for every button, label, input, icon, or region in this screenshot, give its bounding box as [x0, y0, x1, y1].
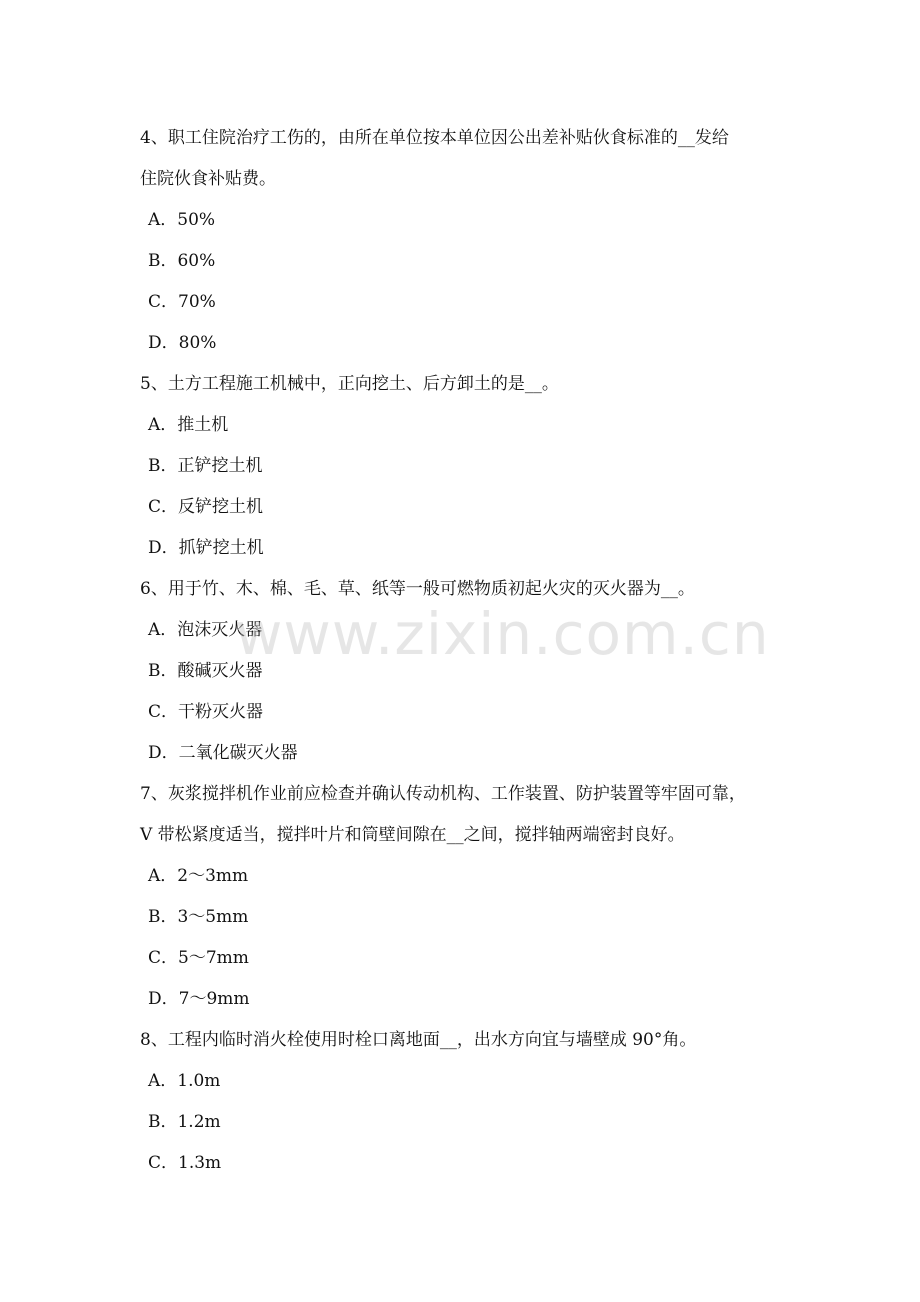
question-6 — [140, 569, 800, 774]
option-d: D．二氧化碳灭火器 — [148, 743, 298, 763]
option-b: B．酸碱灭火器 — [148, 661, 263, 681]
question-7 — [140, 774, 800, 1020]
option-d: D．80% — [148, 333, 217, 353]
option-b: B．1.2m — [148, 1112, 221, 1132]
question-stem-line: 住院伙食补贴费。 — [140, 169, 276, 189]
question-4 — [140, 118, 800, 364]
option-a: A．推土机 — [148, 415, 229, 435]
option-b: B．正铲挖土机 — [148, 456, 263, 476]
option-c: C．干粉灭火器 — [148, 702, 264, 722]
option-c: C．反铲挖土机 — [148, 497, 264, 517]
question-stem-line: 8、工程内临时消火栓使用时栓口离地面__，出水方向宜与墙壁成 90°角。 — [140, 1030, 697, 1050]
option-d: D．7～9mm — [148, 989, 250, 1009]
question-list — [140, 118, 800, 1184]
option-c: C．70% — [148, 292, 216, 312]
option-a: A．1.0m — [148, 1071, 221, 1091]
watermark-text: www.zixin.com.cn — [235, 600, 770, 668]
question-stem-line: 6、用于竹、木、棉、毛、草、纸等一般可燃物质初起火灾的灭火器为__。 — [140, 579, 695, 599]
option-d: D．抓铲挖土机 — [148, 538, 264, 558]
option-b: B．60% — [148, 251, 216, 271]
question-5 — [140, 364, 800, 569]
option-b: B．3～5mm — [148, 907, 249, 927]
question-stem-line: 4、职工住院治疗工伤的，由所在单位按本单位因公出差补贴伙食标准的__发给 — [140, 128, 729, 148]
question-stem-line: 5、土方工程施工机械中，正向挖土、后方卸土的是__。 — [140, 374, 559, 394]
question-stem-line: V 带松紧度适当，搅拌叶片和筒壁间隙在__之间，搅拌轴两端密封良好。 — [140, 825, 685, 845]
option-c: C．1.3m — [148, 1153, 222, 1173]
option-a: A．50% — [148, 210, 216, 230]
question-stem-line: 7、灰浆搅拌机作业前应检查并确认传动机构、工作装置、防护装置等牢固可靠， — [140, 784, 746, 804]
question-8 — [140, 1020, 800, 1184]
option-c: C．5～7mm — [148, 948, 249, 968]
option-a: A．泡沫灭火器 — [148, 620, 263, 640]
option-a: A．2～3mm — [148, 866, 249, 886]
